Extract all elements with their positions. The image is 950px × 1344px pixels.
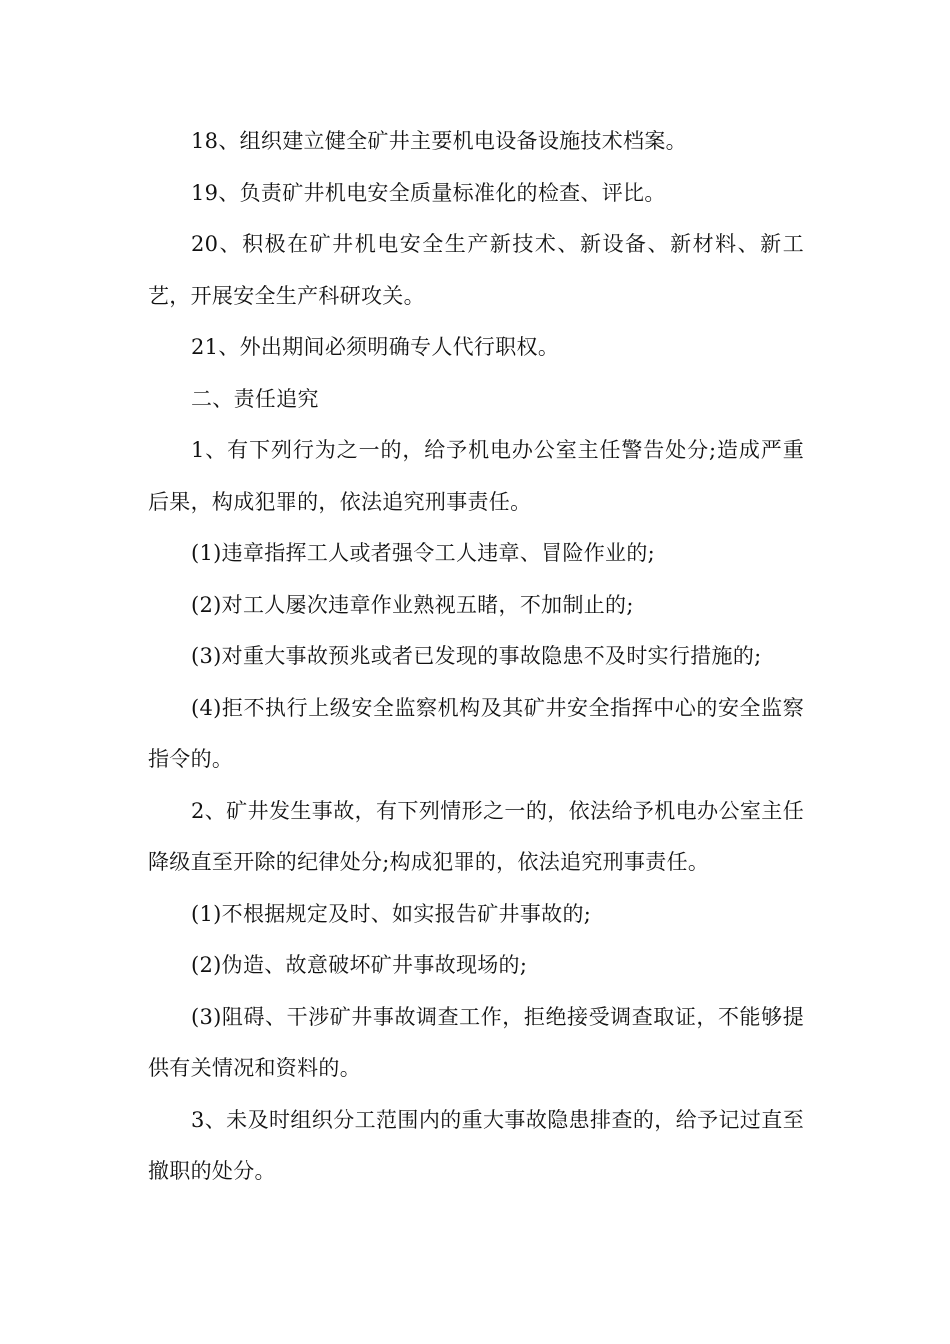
clause-1-sub-3: (3)对重大事故预兆或者已发现的事故隐患不及时实行措施的; xyxy=(191,644,762,668)
paragraph-item-21: 21、外出期间必须明确专人代行职权。 xyxy=(191,335,560,359)
document-body xyxy=(148,116,804,1198)
clause-3: 3、未及时组织分工范围内的重大事故隐患排查的，给予记过直至撤职的处分。 xyxy=(148,1107,804,1183)
clause-1-sub-2: (2)对工人屡次违章作业熟视五睹，不加制止的; xyxy=(191,592,634,617)
clause-2: 2、矿井发生事故，有下列情形之一的，依法给予机电办公室主任降级直至开除的纪律处分;构成犯罪的，依法追究刑事责任。 xyxy=(148,798,804,874)
paragraph-item-18: 18、组织建立健全矿井主要机电设备设施技术档案。 xyxy=(191,129,687,153)
clause-1-sub-4: (4)拒不执行上级安全监察机构及其矿井安全指挥中心的安全监察指令的。 xyxy=(148,695,804,771)
clause-1: 1、有下列行为之一的，给予机电办公室主任警告处分;造成严重后果，构成犯罪的，依法追究刑事责任。 xyxy=(148,438,804,514)
paragraph-item-19: 19、负责矿井机电安全质量标准化的检查、评比。 xyxy=(191,180,666,205)
section-heading-responsibility: 二、责任追究 xyxy=(191,386,319,411)
clause-1-sub-1: (1)违章指挥工人或者强令工人违章、冒险作业的; xyxy=(191,541,656,565)
clause-2-sub-1: (1)不根据规定及时、如实报告矿井事故的; xyxy=(191,901,592,926)
paragraph-item-20: 20、积极在矿井机电安全生产新技术、新设备、新材料、新工艺，开展安全生产科研攻关。 xyxy=(148,232,804,308)
clause-2-sub-2: (2)伪造、故意破坏矿井事故现场的; xyxy=(191,953,528,977)
clause-2-sub-3: (3)阻碍、干涉矿井事故调查工作，拒绝接受调查取证，不能够提供有关情况和资料的。 xyxy=(148,1004,804,1080)
